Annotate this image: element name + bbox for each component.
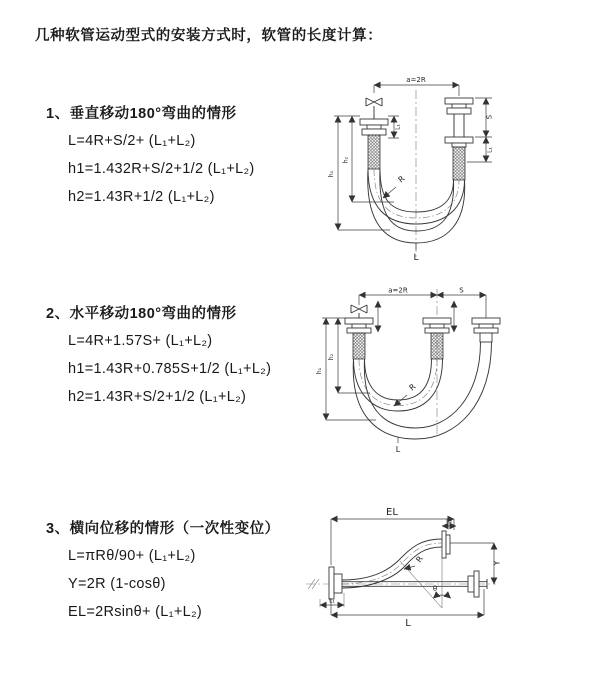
- section-horizontal-180: [46, 302, 321, 407]
- dimension-el: [331, 507, 454, 565]
- formula-line: L=4R+1.57S+ (L₁+L₂): [68, 333, 213, 349]
- middle-flange: [423, 318, 451, 359]
- section-2-heading: 2、水平移动180°弯曲的情形: [46, 306, 237, 322]
- dim-label-r: R: [407, 382, 418, 393]
- braided-section: [368, 135, 380, 169]
- dim-label-theta: θ: [432, 585, 438, 593]
- radius-callout: [394, 382, 418, 406]
- section-lateral-displacement: [46, 517, 321, 622]
- dim-label-r: R: [396, 174, 407, 185]
- dim-label-r: R: [414, 554, 425, 565]
- section-3-heading: 3、横向位移的情形（一次性变位）: [46, 521, 280, 537]
- dim-label-el: EL: [386, 507, 398, 518]
- formula-line: Y=2R (1-cosθ): [68, 576, 166, 592]
- formula-line: h1=1.43R+0.785S+1/2 (L₁+L₂): [68, 361, 272, 377]
- dim-label-h2: h₂: [342, 156, 350, 164]
- dim-label-l: L: [405, 618, 411, 629]
- dim-label-l: L: [395, 445, 401, 454]
- formula-line: EL=2Rsinθ+ (L₁+L₂): [68, 604, 203, 620]
- section-1-heading: 1、垂直移动180°弯曲的情形: [46, 106, 237, 122]
- formula-line: L=πRθ/90+ (L₁+L₂): [68, 548, 196, 564]
- right-flange-assembly: [445, 98, 473, 180]
- dim-label-l1: L₁: [486, 147, 494, 153]
- dim-label-h2: h₂: [328, 353, 335, 361]
- braided-section: [453, 147, 465, 180]
- figure-lateral-displacement: [298, 503, 600, 645]
- length-label: [413, 243, 418, 263]
- formula-line: h2=1.43R+S/2+1/2 (L₁+L₂): [68, 389, 247, 405]
- figure-vertical-180-bend: [318, 72, 596, 267]
- dimension-top-span: [374, 76, 459, 96]
- left-flange: [345, 318, 373, 359]
- section-vertical-180: [46, 102, 321, 207]
- dim-label-l1: L₁: [329, 597, 335, 605]
- dim-label-l1: L₁: [394, 124, 402, 130]
- formula-line: L=4R+S/2+ (L₁+L₂): [68, 133, 196, 149]
- hose-loops: [353, 342, 491, 439]
- radius-callout: [383, 174, 407, 198]
- dim-label-span: a=2R: [388, 286, 408, 295]
- dim-label-y: Y: [492, 560, 502, 566]
- dim-label-h1: h₁: [316, 367, 323, 375]
- dim-label-s: S: [485, 114, 494, 120]
- dim-label-l2: L₂: [446, 518, 452, 525]
- formula-line: h1=1.432R+S/2+1/2 (L₁+L₂): [68, 161, 255, 177]
- dimension-l-bottom: [331, 589, 484, 629]
- upper-flange-displaced: [442, 531, 450, 558]
- left-flange: [360, 119, 388, 169]
- length-label: [396, 437, 401, 454]
- dim-label-s: S: [459, 286, 464, 295]
- right-flange: [472, 318, 500, 342]
- dimension-l1-left: [388, 116, 402, 138]
- dim-label-l: L: [413, 253, 419, 263]
- figure-horizontal-180-bend: [314, 285, 600, 455]
- page-title: 几种软管运动型式的安装方式时，软管的长度计算：: [35, 28, 383, 44]
- valve-icon: [351, 305, 367, 318]
- formula-line: h2=1.43R+1/2 (L₁+L₂): [68, 189, 215, 205]
- hose-s-curve: [342, 539, 442, 588]
- dim-label-span: a=2R: [406, 76, 426, 84]
- left-flange: [329, 567, 342, 599]
- dim-label-h1: h₁: [328, 170, 335, 178]
- valve-icon: [366, 98, 382, 119]
